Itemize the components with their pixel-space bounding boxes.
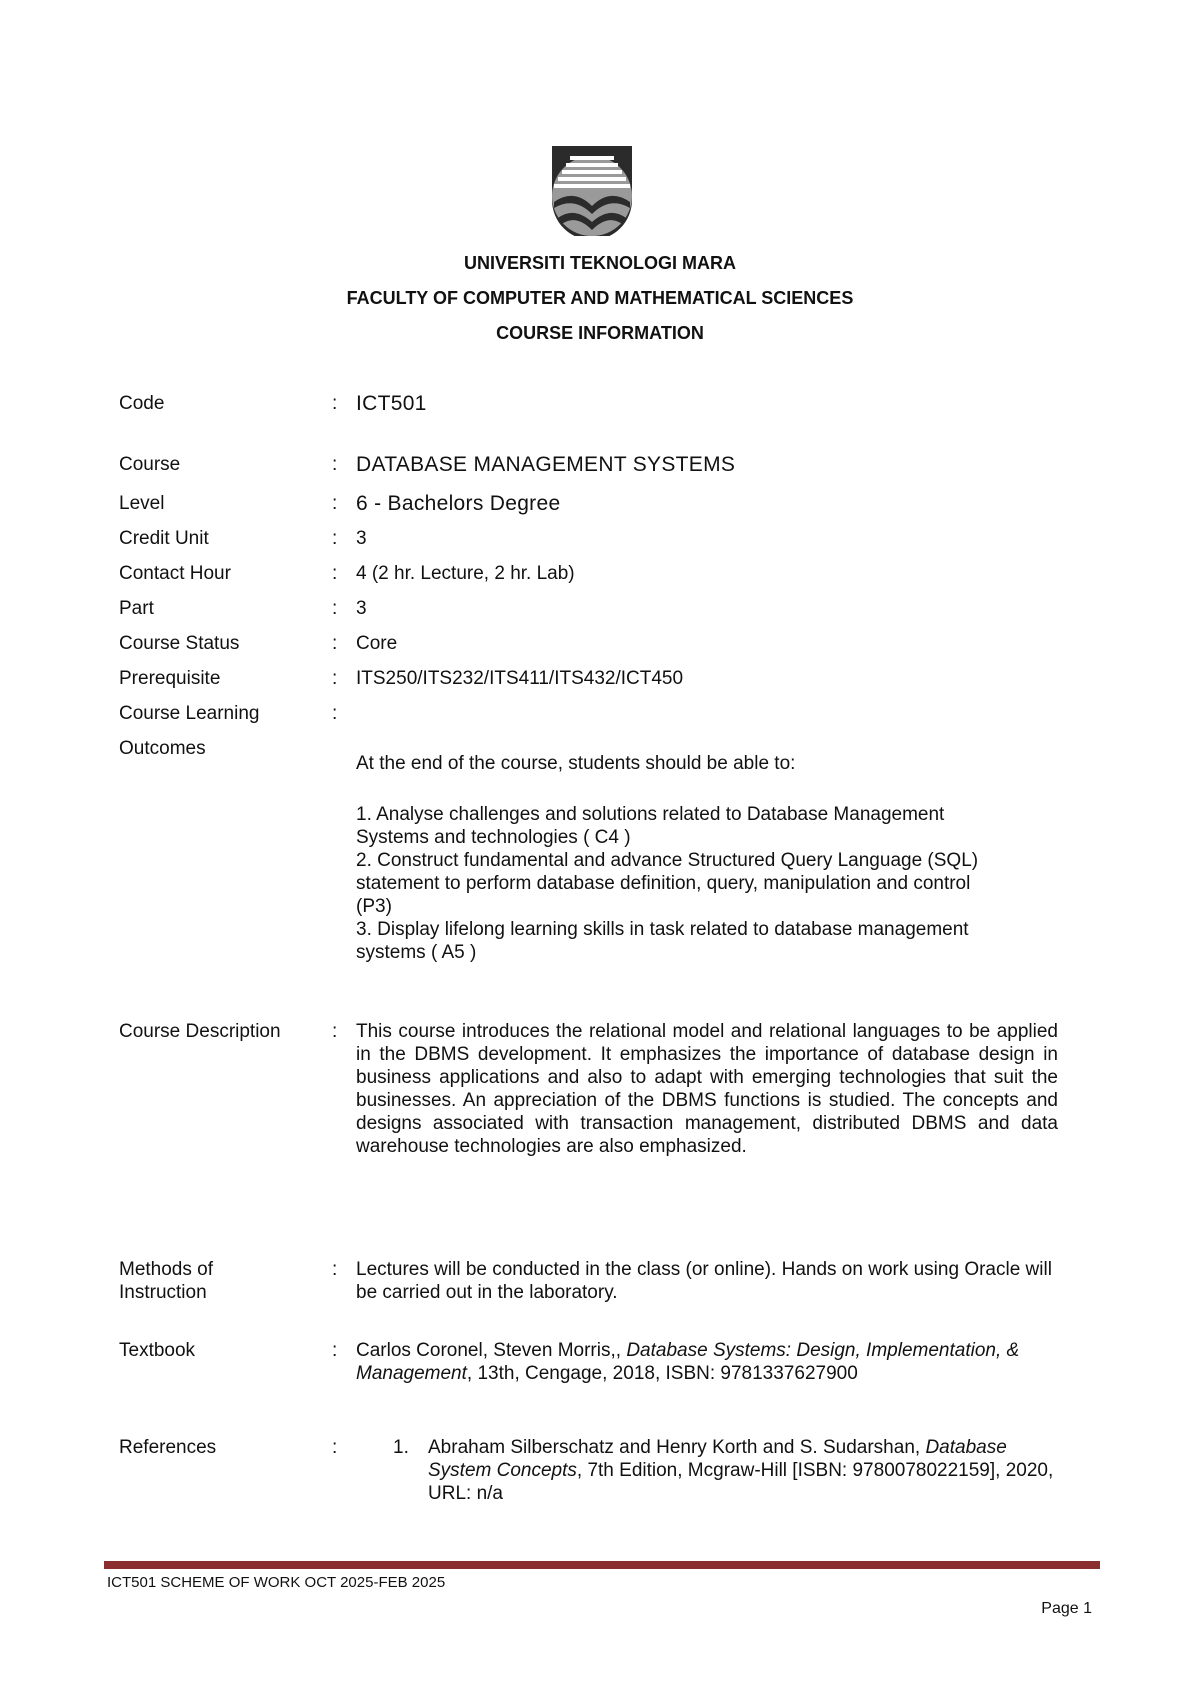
page-number: Page 1 (1041, 1600, 1092, 1617)
field-label: Prerequisite (119, 668, 221, 689)
field-value: Carlos Coronel, Steven Morris,, Database Systems: Design, Implementation, & Management, 13th, Cengage, 2018, ISBN: 9781337627900 (356, 1340, 1020, 1384)
colon: : (332, 563, 338, 584)
textbook-title: Database Systems: Design, Implementation, & Management (356, 1340, 1020, 1384)
university-name: UNIVERSITI TEKNOLOGI MARA (463, 253, 736, 273)
clo-item: 1. Analyse challenges and solutions related to Database Management Systems and technologies ( C4 ) (356, 804, 945, 848)
colon: : (332, 454, 338, 475)
field-label: Textbook (119, 1340, 196, 1361)
clo-intro-text: At the end of the course, students should be able to: (356, 753, 796, 774)
field-label: Code (119, 393, 165, 414)
clo-item: 2. Construct fundamental and advance Structured Query Language (SQL) statement to perform database definition, query, manipulation and control (P3) (356, 850, 979, 917)
reference-number: 1. (393, 1437, 409, 1458)
field-label: Contact Hour (119, 563, 231, 584)
document-title: COURSE INFORMATION (496, 323, 704, 343)
colon: : (332, 1437, 338, 1458)
colon: : (332, 1259, 338, 1280)
footer-doc-title: ICT501 SCHEME OF WORK OCT 2025-FEB 2025 (107, 1574, 446, 1591)
uitm-logo (548, 144, 636, 236)
reference-title: Database System Concepts (428, 1437, 1007, 1481)
colon: : (332, 598, 338, 619)
faculty-name: FACULTY OF COMPUTER AND MATHEMATICAL SCIENCES (346, 288, 854, 308)
field-value: 4 (2 hr. Lecture, 2 hr. Lab) (356, 563, 575, 584)
field-label: Course Status (119, 633, 240, 654)
clo-item: 3. Display lifelong learning skills in task related to database management systems ( A5 ) (356, 919, 969, 963)
field-label: Course Learning (119, 703, 260, 724)
colon: : (332, 668, 338, 689)
field-value: This course introduces the relational model and relational languages to be applied in the DBMS development. It emphasizes the importance of database design in business applications and also to adapt with emerging technologies that suit the businesses. An appreciation of the DBMS functions is studied. The concepts and designs associated with transaction management, distributed DBMS and data warehouse technologies are also emphasized. (356, 1021, 1058, 1157)
colon: : (332, 1021, 338, 1042)
field-value: Lectures will be conducted in the class (or online). Hands on work using Oracle will be carried out in the laboratory. (356, 1259, 1052, 1303)
field-label: Methods of Instruction (119, 1259, 213, 1303)
colon: : (332, 1340, 338, 1361)
field-value: 3 (356, 528, 367, 549)
field-label: Outcomes (119, 738, 206, 759)
field-value: ICT501 (356, 392, 427, 415)
field-value: 6 - Bachelors Degree (356, 492, 561, 515)
field-label: References (119, 1437, 217, 1458)
field-value: Core (356, 633, 398, 654)
colon: : (332, 528, 338, 549)
field-label: Part (119, 598, 154, 619)
colon: : (332, 493, 338, 514)
field-label: Course (119, 454, 181, 475)
field-label: Course Description (119, 1021, 281, 1042)
field-value: ITS250/ITS232/ITS411/ITS432/ICT450 (356, 668, 684, 689)
colon: : (332, 703, 338, 724)
colon: : (332, 393, 338, 414)
field-label: Level (119, 493, 165, 514)
reference-item: Abraham Silberschatz and Henry Korth and S. Sudarshan, Database System Concepts, 7th Edition, Mcgraw-Hill [ISBN: 9780078022159], 2020, URL: n/a (428, 1437, 1054, 1504)
field-value: DATABASE MANAGEMENT SYSTEMS (356, 453, 736, 476)
footer-rule (104, 1561, 1100, 1569)
field-label: Credit Unit (119, 528, 209, 549)
field-value: 3 (356, 598, 367, 619)
colon: : (332, 633, 338, 654)
